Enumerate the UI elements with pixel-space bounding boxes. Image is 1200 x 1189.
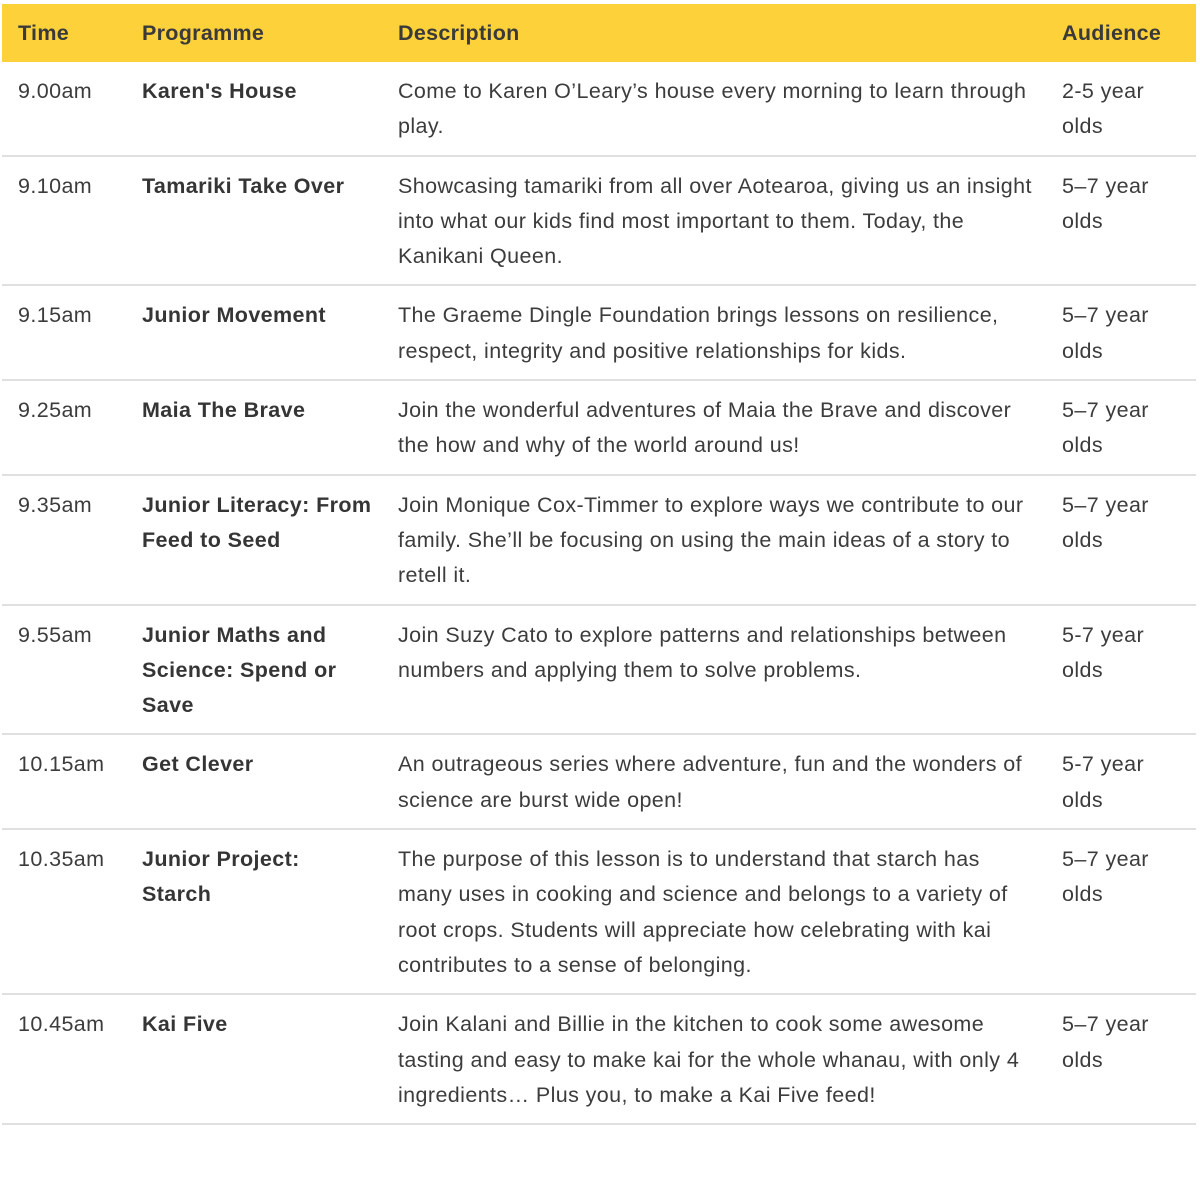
table-row bbox=[2, 62, 1196, 156]
programme-schedule-table bbox=[2, 4, 1196, 1125]
description-cell: Join the wonderful adventures of Maia the Brave and discover the how and why of the world around us! bbox=[398, 398, 1012, 458]
time-cell: 10.35am bbox=[18, 847, 105, 872]
header-row bbox=[2, 4, 1196, 62]
time-cell: 9.35am bbox=[18, 492, 93, 517]
audience-cell: 5-7 year olds bbox=[1062, 752, 1145, 812]
audience-cell: 5–7 year olds bbox=[1062, 1012, 1149, 1072]
table-header bbox=[2, 4, 1196, 62]
table-row bbox=[2, 285, 1196, 380]
description-cell: Join Suzy Cato to explore patterns and relationships between numbers and applying them to solve problems. bbox=[398, 622, 1007, 682]
table-body bbox=[2, 62, 1196, 1124]
audience-cell: 5-7 year olds bbox=[1062, 622, 1145, 682]
description-cell: Join Kalani and Billie in the kitchen to cook some awesome tasting and easy to make kai for the whole whanau, with only 4 ingredients… Plus you, to make a Kai Five feed! bbox=[398, 1012, 1020, 1107]
table-row bbox=[2, 829, 1196, 994]
column-header-audience: Audience bbox=[1062, 20, 1162, 45]
description-cell: Join Monique Cox-Timmer to explore ways we contribute to our family. She’ll be focusing on using the main ideas of a story to retell it. bbox=[398, 492, 1024, 588]
time-cell: 10.45am bbox=[18, 1012, 105, 1037]
time-cell: 9.55am bbox=[18, 622, 93, 647]
programme-cell: Junior Literacy: From Feed to Seed bbox=[142, 492, 372, 552]
programme-cell: Kai Five bbox=[142, 1012, 228, 1037]
column-header-programme: Programme bbox=[142, 20, 265, 45]
audience-cell: 5–7 year olds bbox=[1062, 398, 1149, 458]
description-cell: Showcasing tamariki from all over Aotearoa, giving us an insight into what our kids find most important to them. Today, the Kanikani Queen. bbox=[398, 173, 1032, 269]
table-row bbox=[2, 605, 1196, 735]
audience-cell: 2-5 year olds bbox=[1062, 79, 1145, 139]
table-row bbox=[2, 734, 1196, 829]
time-cell: 9.25am bbox=[18, 398, 93, 423]
time-cell: 9.15am bbox=[18, 303, 93, 328]
table-row bbox=[2, 994, 1196, 1124]
audience-cell: 5–7 year olds bbox=[1062, 492, 1149, 552]
description-cell: An outrageous series where adventure, fun and the wonders of science are burst wide open! bbox=[398, 752, 1022, 812]
programme-cell: Junior Maths and Science: Spend or Save bbox=[142, 622, 337, 718]
programme-cell: Tamariki Take Over bbox=[142, 173, 345, 198]
description-cell: The purpose of this lesson is to understand that starch has many uses in cooking and science and belongs to a variety of root crops. Students will appreciate how celebrating with kai contributes to a sense of belonging. bbox=[398, 847, 1008, 977]
audience-cell: 5–7 year olds bbox=[1062, 173, 1149, 233]
audience-cell: 5–7 year olds bbox=[1062, 847, 1149, 907]
time-cell: 10.15am bbox=[18, 752, 105, 777]
time-cell: 9.00am bbox=[18, 79, 93, 103]
description-cell: The Graeme Dingle Foundation brings lessons on resilience, respect, integrity and positive relationships for kids. bbox=[398, 303, 999, 363]
programme-cell: Junior Project: Starch bbox=[142, 847, 300, 907]
table-row bbox=[2, 380, 1196, 475]
table-row bbox=[2, 475, 1196, 605]
column-header-time: Time bbox=[18, 20, 69, 45]
time-cell: 9.10am bbox=[18, 173, 93, 198]
programme-cell: Maia The Brave bbox=[142, 398, 306, 423]
programme-cell: Junior Movement bbox=[142, 303, 326, 328]
audience-cell: 5–7 year olds bbox=[1062, 303, 1149, 363]
programme-cell: Karen's House bbox=[142, 79, 297, 103]
column-header-description: Description bbox=[398, 20, 520, 45]
programme-cell: Get Clever bbox=[142, 752, 254, 777]
description-cell: Come to Karen O’Leary’s house every morning to learn through play. bbox=[398, 79, 1027, 139]
table-row bbox=[2, 156, 1196, 286]
